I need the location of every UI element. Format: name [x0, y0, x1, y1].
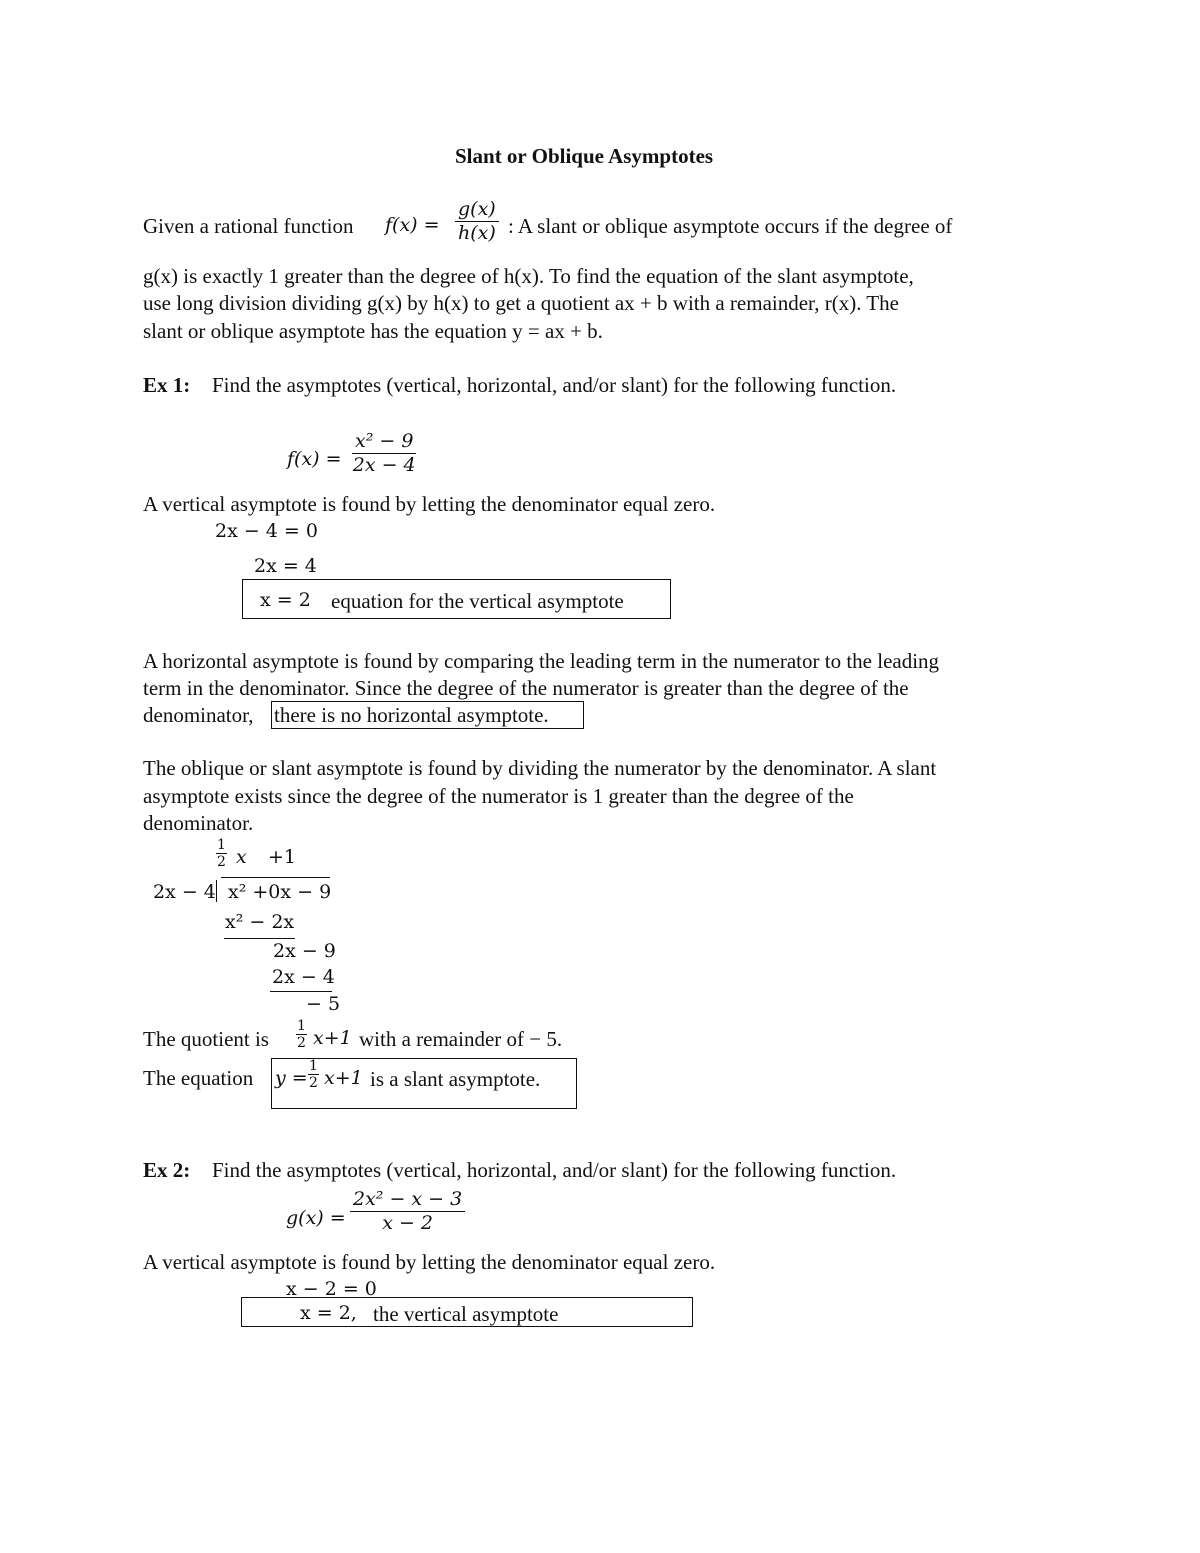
ex1-prompt: Find the asymptotes (vertical, horizontal, and/or slant) for the following function. [212, 373, 897, 397]
ex1-func-fraction [352, 432, 416, 475]
quotient-text-numerator: 1 [297, 1018, 306, 1034]
slant-answer-box [271, 1058, 577, 1109]
ex1-step-1: 2x − 4 = 0 [215, 520, 318, 542]
division-subtract-1: x² − 2x [225, 911, 295, 933]
ex1-horizontal-answer-box [271, 701, 584, 729]
ex1-step-2: 2x = 4 [254, 555, 317, 577]
ex1-slant-line-2: asymptote exists since the degree of the numerator is 1 greater than the degree of the [143, 784, 854, 808]
intro-lead: Given a rational function [143, 214, 354, 238]
ex1-vertical-answer-note: equation for the vertical asymptote [331, 589, 624, 613]
ex1-vertical-answer-eq: x = 2 [260, 589, 311, 611]
ex1-vertical-intro: A vertical asymptote is found by letting the denominator equal zero. [143, 492, 716, 516]
division-subtract-line-2 [270, 991, 332, 992]
ex1-horizontal-line-3: denominator, [143, 703, 254, 727]
ex1-slant-line-3: denominator. [143, 811, 254, 835]
division-bar [221, 877, 330, 878]
ex2-vertical-answer-eq: x = 2, [300, 1302, 357, 1324]
ex1-label: Ex 1: [143, 373, 191, 397]
ex1-horizontal-answer: there is no horizontal asymptote. [274, 703, 549, 727]
ex2-step-1: x − 2 = 0 [286, 1278, 377, 1300]
equation-text-pre: The equation [143, 1066, 254, 1090]
ex1-func-numerator: x² − 9 [352, 432, 416, 454]
ex1-horizontal-line-1: A horizontal asymptote is found by comparing the leading term in the numerator to the leading [143, 649, 940, 673]
slant-answer-fraction [308, 1059, 319, 1090]
slant-answer-numerator: 1 [309, 1058, 318, 1074]
intro-func-lhs: f(x) = [385, 214, 440, 236]
quotient-text-fraction [296, 1019, 307, 1050]
ex2-vertical-answer-box [241, 1297, 693, 1327]
division-divisor: 2x − 4 [153, 881, 216, 903]
division-quotient-fraction [216, 838, 227, 869]
division-remainder-1: 2x − 9 [273, 940, 336, 962]
division-quotient-x: x [236, 846, 247, 868]
intro-after-func: : A slant or oblique asymptote occurs if the degree of [508, 214, 953, 238]
ex2-vertical-intro: A vertical asymptote is found by letting the denominator equal zero. [143, 1250, 716, 1274]
intro-line-3: use long division dividing g(x) by h(x) to get a quotient ax + b with a remainder, r(x). The [143, 291, 899, 315]
division-bracket [216, 880, 217, 902]
ex1-horizontal-line-2: term in the denominator. Since the degree of the numerator is greater than the degree of the [143, 676, 909, 700]
ex1-func-lhs: f(x) = [287, 448, 342, 470]
ex2-func-numerator: 2x² − x − 3 [350, 1190, 465, 1212]
slant-answer-rhs: x+1 [324, 1067, 363, 1089]
intro-line-2: g(x) is exactly 1 greater than the degree of h(x). To find the equation of the slant asymptote, [143, 264, 914, 288]
quotient-text-post: with a remainder of − 5. [359, 1027, 563, 1051]
intro-func-denominator: h(x) [457, 222, 496, 244]
ex2-func-lhs: g(x) = [286, 1207, 346, 1229]
division-subtract-line-1 [224, 938, 295, 939]
intro-func-fraction [455, 200, 499, 243]
division-dividend: x² +0x − 9 [228, 881, 332, 903]
page-title: Slant or Oblique Asymptotes [455, 144, 714, 168]
quotient-text-mid: x+1 [313, 1027, 352, 1049]
ex2-prompt: Find the asymptotes (vertical, horizontal, and/or slant) for the following function. [212, 1158, 897, 1182]
division-quotient-const: +1 [268, 846, 297, 868]
slant-answer-lhs: y = [275, 1067, 308, 1089]
ex1-slant-line-1: The oblique or slant asymptote is found by dividing the numerator by the denominator. A slant [143, 756, 937, 780]
intro-func-numerator: g(x) [455, 200, 499, 222]
quotient-text-pre: The quotient is [143, 1027, 269, 1051]
division-subtract-2: 2x − 4 [272, 966, 335, 988]
ex1-func-denominator: 2x − 4 [352, 454, 416, 476]
division-quotient-numerator: 1 [217, 837, 226, 853]
ex2-label: Ex 2: [143, 1158, 191, 1182]
division-quotient-denominator: 2 [217, 854, 226, 870]
slant-answer-denominator: 2 [309, 1075, 318, 1091]
division-remainder-2: − 5 [306, 993, 341, 1015]
ex2-vertical-answer-note: the vertical asymptote [373, 1302, 559, 1326]
ex2-func-denominator: x − 2 [382, 1212, 434, 1234]
intro-line-4: slant or oblique asymptote has the equation y = ax + b. [143, 319, 603, 343]
quotient-text-denominator: 2 [297, 1035, 306, 1051]
slant-answer-post: is a slant asymptote. [370, 1067, 541, 1091]
ex2-func-fraction [350, 1190, 465, 1233]
ex1-vertical-answer-box [242, 579, 671, 619]
